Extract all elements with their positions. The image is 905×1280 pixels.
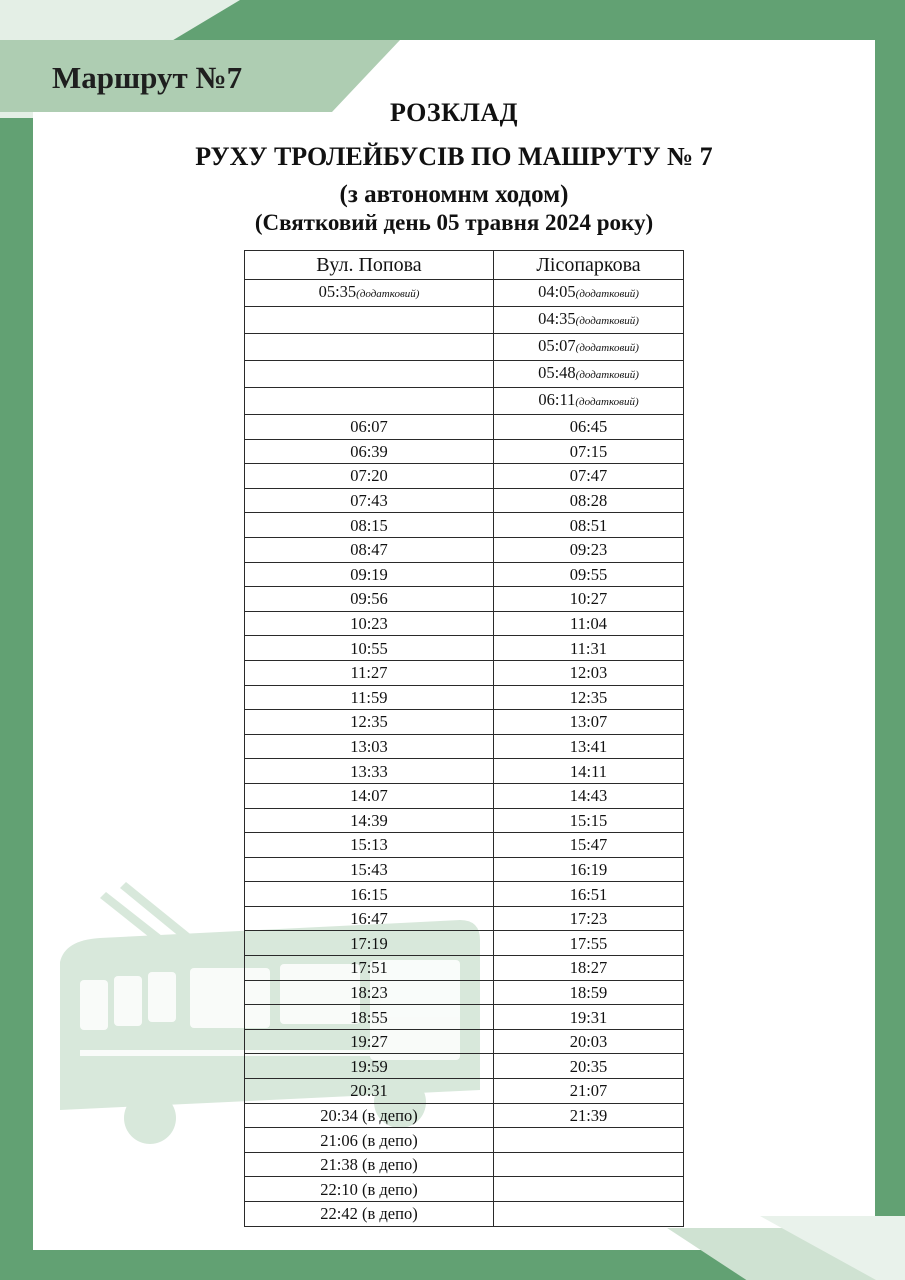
cell-popova [245,882,494,907]
cell-popova [245,1029,494,1054]
column-header-lisoparkova: Лісопаркова [494,251,684,280]
departure-time: 14:39 [350,810,388,830]
departure-time: 19:27 [350,1032,388,1052]
cell-popova [245,783,494,808]
cell-popova [245,361,494,388]
departure-time: 04:35 [538,309,576,328]
table-row [245,1128,684,1153]
departure-time: 10:23 [350,614,388,634]
cell-popova [245,1005,494,1030]
departure-note: (додатковий) [575,396,639,408]
cell-popova [245,307,494,334]
column-header-popova: Вул. Попова [245,251,494,280]
cell-popova [245,906,494,931]
cell-lisoparkova [494,587,684,612]
cell-lisoparkova [494,439,684,464]
cell-lisoparkova [494,488,684,513]
cell-lisoparkova [494,513,684,538]
cell-lisoparkova [494,361,684,388]
cell-lisoparkova [494,280,684,307]
departure-time: 14:11 [570,761,607,781]
departure-time: 17:23 [569,909,608,929]
table-row [245,361,684,388]
table-row [245,980,684,1005]
departure-time: 06:39 [350,441,388,461]
table-row [245,660,684,685]
departure-note: (додатковий) [356,288,420,300]
table-row [245,1079,684,1104]
table-row [245,808,684,833]
cell-lisoparkova [494,906,684,931]
cell-popova [245,980,494,1005]
departure-time: 12:03 [569,663,608,683]
table-row [245,931,684,956]
departure-time: 17:51 [350,958,388,978]
departure-note: (додатковий) [575,342,639,354]
departure-time: 05:48 [538,363,576,382]
cell-lisoparkova [494,710,684,735]
cell-lisoparkova [494,636,684,661]
departure-time: 21:06 (в депо) [320,1130,418,1150]
table-row [245,1005,684,1030]
cell-popova [245,1054,494,1079]
departure-time: 08:51 [569,515,608,535]
cell-lisoparkova [494,537,684,562]
cell-popova [245,562,494,587]
table-row [245,537,684,562]
departure-time: 15:15 [569,810,608,830]
cell-lisoparkova [494,857,684,882]
departure-time: 16:47 [350,909,388,929]
table-row [245,1152,684,1177]
cell-popova [245,488,494,513]
table-row [245,388,684,415]
cell-popova [245,931,494,956]
cell-lisoparkova [494,980,684,1005]
departure-time: 18:27 [569,958,608,978]
departure-time: 15:47 [569,835,608,855]
table-row [245,1103,684,1128]
cell-lisoparkova [494,808,684,833]
cell-lisoparkova [494,1005,684,1030]
table-row [245,710,684,735]
departure-time: 04:05 [538,282,576,301]
schedule-body [245,280,684,1227]
cell-lisoparkova [494,1029,684,1054]
departure-time: 17:55 [569,933,608,953]
cell-lisoparkova [494,882,684,907]
departure-time: 14:43 [569,786,608,806]
departure-time: 13:07 [569,712,608,732]
cell-lisoparkova [494,562,684,587]
cell-lisoparkova [494,685,684,710]
departure-time: 19:59 [350,1056,388,1076]
table-row [245,488,684,513]
route-badge-label: Маршрут №7 [52,60,243,95]
departure-time: 08:28 [569,491,608,511]
departure-time: 09:23 [569,540,608,560]
departure-time: 05:35 [318,282,357,301]
cell-popova [245,685,494,710]
departure-time: 16:51 [569,884,608,904]
cell-popova [245,660,494,685]
table-row [245,734,684,759]
cell-popova [245,587,494,612]
title-line-3: (з автономнм ходом) [339,181,569,208]
departure-time: 06:45 [569,417,608,437]
departure-time: 09:19 [350,564,388,584]
departure-time: 11:31 [570,638,607,658]
table-row [245,513,684,538]
cell-popova [245,734,494,759]
departure-time: 20:31 [350,1081,388,1101]
table-row [245,280,684,307]
departure-time: 18:23 [350,982,388,1002]
table-row [245,882,684,907]
departure-time: 07:43 [350,491,388,511]
cell-popova [245,280,494,307]
table-row [245,857,684,882]
cell-lisoparkova [494,1177,684,1202]
table-row [245,1054,684,1079]
departure-time: 17:19 [350,933,388,953]
cell-lisoparkova [494,415,684,440]
cell-popova [245,759,494,784]
cell-lisoparkova [494,833,684,858]
cell-lisoparkova [494,1202,684,1227]
cell-lisoparkova [494,464,684,489]
cell-popova [245,415,494,440]
departure-time: 15:43 [350,859,388,879]
departure-time: 15:13 [350,835,388,855]
cell-lisoparkova [494,783,684,808]
title-line-2: РУХУ ТРОЛЕЙБУСІВ ПО МАШРУТУ № 7 [195,142,713,171]
departure-note: (додатковий) [575,288,639,300]
departure-time: 21:38 (в депо) [320,1155,418,1175]
departure-time: 10:27 [569,589,608,609]
cell-popova [245,710,494,735]
table-row [245,1029,684,1054]
departure-time: 18:59 [569,982,608,1002]
departure-time: 21:39 [569,1105,608,1125]
cell-popova [245,611,494,636]
departure-time: 07:15 [569,441,608,461]
departure-time: 09:56 [350,589,388,609]
cell-popova [245,464,494,489]
cell-lisoparkova [494,307,684,334]
cell-popova [245,833,494,858]
departure-time: 06:07 [350,417,388,437]
departure-time: 08:15 [350,515,388,535]
table-row [245,415,684,440]
departure-time: 11:27 [350,663,388,683]
departure-time: 16:19 [569,859,608,879]
departure-time: 10:55 [350,638,388,658]
cell-popova [245,1177,494,1202]
cell-popova [245,1128,494,1153]
departure-time: 21:07 [569,1081,608,1101]
table-row [245,636,684,661]
title-line-4: (Святковий день 05 травня 2024 року) [254,210,654,235]
cell-popova [245,1079,494,1104]
cell-popova [245,388,494,415]
cell-popova [245,439,494,464]
cell-lisoparkova [494,1054,684,1079]
cell-popova [245,1152,494,1177]
cell-lisoparkova [494,388,684,415]
departure-time: 14:07 [350,786,388,806]
departure-time: 18:55 [350,1007,388,1027]
departure-time: 22:42 (в депо) [320,1204,418,1224]
departure-note: (додатковий) [575,315,639,327]
table-row [245,562,684,587]
cell-popova [245,857,494,882]
cell-popova [245,636,494,661]
cell-lisoparkova [494,931,684,956]
cell-lisoparkova [494,956,684,981]
table-row [245,759,684,784]
departure-time: 13:41 [569,737,608,757]
departure-time: 22:10 (в депо) [320,1179,418,1199]
table-row [245,464,684,489]
departure-time: 05:07 [538,336,576,355]
departure-time: 12:35 [350,712,388,732]
cell-lisoparkova [494,1079,684,1104]
cell-lisoparkova [494,611,684,636]
table-row [245,833,684,858]
schedule-table [244,250,684,1227]
departure-time: 08:47 [350,540,388,560]
cell-lisoparkova [494,1128,684,1153]
cell-popova [245,1202,494,1227]
cell-popova [245,1103,494,1128]
departure-time: 20:35 [569,1056,608,1076]
departure-time: 13:03 [350,737,388,757]
table-row [245,334,684,361]
departure-time: 20:03 [569,1032,608,1052]
cell-popova [245,537,494,562]
departure-time: 12:35 [569,687,608,707]
table-header-row [245,251,684,280]
cell-lisoparkova [494,334,684,361]
table-row [245,307,684,334]
departure-time: 09:55 [569,564,608,584]
departure-time: 11:59 [350,687,388,707]
departure-time: 20:34 (в депо) [320,1105,418,1125]
table-row [245,439,684,464]
cell-lisoparkova [494,734,684,759]
table-row [245,587,684,612]
cell-lisoparkova [494,1152,684,1177]
table-row [245,685,684,710]
departure-time: 07:47 [569,466,608,486]
departure-time: 06:11 [538,390,576,409]
table-row [245,611,684,636]
title-line-1: РОЗКЛАД [389,98,519,127]
cell-lisoparkova [494,660,684,685]
departure-time: 13:33 [350,761,388,781]
departure-time: 11:04 [570,614,607,634]
cell-popova [245,513,494,538]
departure-time: 07:20 [350,466,388,486]
table-row [245,906,684,931]
cell-popova [245,956,494,981]
departure-time: 16:15 [350,884,388,904]
departure-time: 19:31 [569,1007,608,1027]
table-row [245,956,684,981]
cell-popova [245,808,494,833]
cell-popova [245,334,494,361]
table-row [245,1177,684,1202]
departure-note: (додатковий) [575,369,639,381]
table-row [245,1202,684,1227]
cell-lisoparkova [494,759,684,784]
cell-lisoparkova [494,1103,684,1128]
table-row [245,783,684,808]
